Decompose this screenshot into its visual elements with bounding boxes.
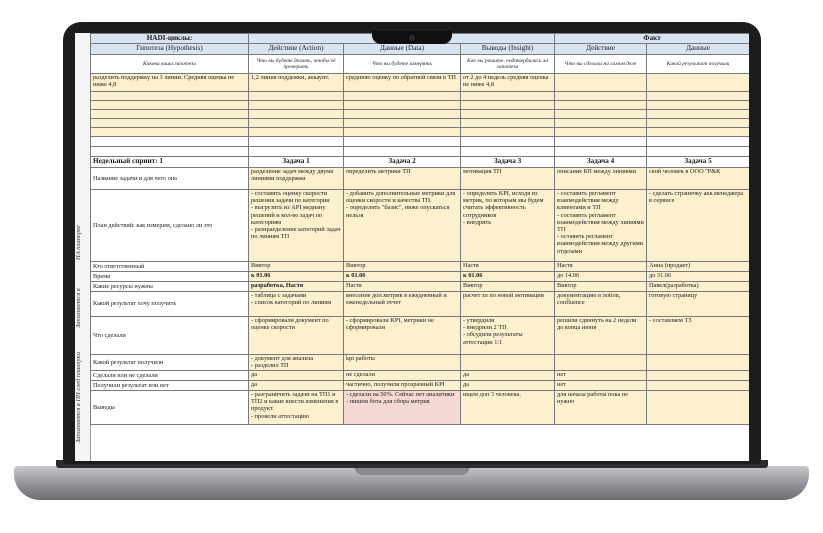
empty-cell[interactable] bbox=[91, 101, 249, 110]
task-cell[interactable]: свой человек в ООО "Р&К bbox=[647, 168, 750, 190]
empty-cell[interactable] bbox=[461, 110, 555, 119]
row-label: План действий: как измерим, сделано ли это bbox=[91, 190, 249, 262]
empty-cell[interactable] bbox=[249, 92, 344, 101]
empty-cell[interactable] bbox=[249, 137, 344, 147]
empty-cell[interactable] bbox=[344, 101, 461, 110]
task-cell[interactable]: описание БП между линиями bbox=[555, 168, 647, 190]
empty-cell[interactable] bbox=[647, 137, 750, 147]
fact-header: Факт bbox=[555, 34, 750, 44]
empty-cell[interactable] bbox=[91, 92, 249, 101]
task-cell[interactable]: - составляем ТЗ bbox=[647, 317, 750, 355]
empty-cell[interactable] bbox=[647, 119, 750, 128]
task-header-4: Задача 4 bbox=[555, 157, 647, 168]
empty-cell[interactable] bbox=[249, 147, 344, 157]
task-cell[interactable]: Настя bbox=[555, 262, 647, 272]
empty-row bbox=[91, 92, 750, 101]
row-label: Какие ресурсы нужны bbox=[91, 282, 249, 292]
task-cell[interactable]: Анна (продакт) bbox=[647, 262, 750, 272]
sprint-title: Недельный спринт: 1 bbox=[91, 157, 249, 168]
empty-row bbox=[91, 147, 750, 157]
empty-cell[interactable] bbox=[344, 147, 461, 157]
task-cell[interactable]: да bbox=[461, 381, 555, 391]
empty-cell[interactable] bbox=[344, 110, 461, 119]
task-cell[interactable]: - определить KPI, исходя из метрик, по которым мы будем считать эффективность сотрудников - внедрить bbox=[461, 190, 555, 262]
task-cell[interactable] bbox=[461, 355, 555, 371]
task-cell[interactable]: - сформировали KPI, метрики не сформировали bbox=[344, 317, 461, 355]
cell-hypothesis[interactable]: разделить поддержку на 3 линии. Средняя оценка не ниже 4,8 bbox=[91, 74, 249, 92]
task-cell[interactable] bbox=[555, 355, 647, 371]
task-cell[interactable]: - утвердили - внедрили 2 ТП - обсудили результаты аттестации 1:1 bbox=[461, 317, 555, 355]
hint-hypothesis: Какова ваша гипотеза bbox=[91, 55, 249, 74]
col-hypothesis: Гипотеза (Hypothesis) bbox=[91, 44, 249, 55]
column-header-row bbox=[91, 44, 750, 55]
side-label-fact: Заполняется в ПН след планерки bbox=[75, 352, 82, 444]
task-cell[interactable]: - сделать страничку акк.менеджера в сервисе bbox=[647, 190, 750, 262]
row-label: Кто ответственный bbox=[91, 262, 249, 272]
sprint-row bbox=[91, 262, 750, 272]
task-cell[interactable]: Виктор bbox=[555, 282, 647, 292]
hint-insight: Как вы решите, подтвердилась ли гипотеза bbox=[461, 55, 555, 74]
empty-cell[interactable] bbox=[555, 92, 647, 101]
sprint-header-row bbox=[91, 157, 750, 168]
empty-cell[interactable] bbox=[555, 101, 647, 110]
sprint-row bbox=[91, 272, 750, 282]
empty-cell[interactable] bbox=[555, 128, 647, 137]
task-cell[interactable]: kpi работы bbox=[344, 355, 461, 371]
task-cell[interactable]: нет bbox=[555, 371, 647, 381]
task-cell[interactable]: Виктор bbox=[344, 262, 461, 272]
row-label: Какой результат получили bbox=[91, 355, 249, 371]
empty-cell[interactable] bbox=[344, 119, 461, 128]
row-label: Название задачи и для чего она bbox=[91, 168, 249, 190]
empty-cell[interactable] bbox=[461, 147, 555, 157]
col-insight: Выводы (Insight) bbox=[461, 44, 555, 55]
laptop-screen bbox=[75, 33, 749, 461]
sprint-row bbox=[91, 190, 750, 262]
empty-cell[interactable] bbox=[555, 147, 647, 157]
cell-insight[interactable]: от 2 до 4 недель средняя оценка не ниже 4,8 bbox=[461, 74, 555, 92]
task-cell[interactable]: Настя bbox=[461, 262, 555, 272]
task-cell[interactable]: расчет зп по новой мотивации bbox=[461, 292, 555, 317]
sprint-row bbox=[91, 317, 750, 355]
hadi-table bbox=[90, 33, 749, 425]
empty-cell[interactable] bbox=[91, 147, 249, 157]
task-cell[interactable]: - составить оценку скорости решения задачи по категории - выгрузить из API медиану решений и кол-во задач по категориям - разнраеделение категорий задач по линиям ТП bbox=[249, 190, 344, 262]
task-cell[interactable]: разработка, Настя bbox=[249, 282, 344, 292]
empty-cell[interactable] bbox=[555, 110, 647, 119]
empty-cell[interactable] bbox=[461, 137, 555, 147]
task-cell[interactable]: - добавить дополнительные метрики для оценки скорости и качества ТП. - определить "базис", ниже опускаться нельзя bbox=[344, 190, 461, 262]
task-cell[interactable]: да bbox=[249, 381, 344, 391]
task-header-3: Задача 3 bbox=[461, 157, 555, 168]
row-label: Получили результат или нет bbox=[91, 381, 249, 391]
empty-row bbox=[91, 110, 750, 119]
task-cell[interactable]: ищем доп 3 человека. bbox=[461, 391, 555, 425]
task-cell[interactable] bbox=[647, 355, 750, 371]
empty-cell[interactable] bbox=[91, 128, 249, 137]
task-cell[interactable]: решили сдвинуть на 2 недели до конца июня bbox=[555, 317, 647, 355]
task-cell[interactable]: да bbox=[461, 371, 555, 381]
task-cell[interactable]: к 01.06 bbox=[249, 272, 344, 282]
side-label-fill: Заполняется в bbox=[75, 288, 82, 328]
empty-cell[interactable] bbox=[647, 110, 750, 119]
empty-row bbox=[91, 119, 750, 128]
task-cell[interactable] bbox=[647, 371, 750, 381]
empty-cell[interactable] bbox=[344, 137, 461, 147]
hadi-title: HADI-циклы: bbox=[91, 34, 249, 44]
task-cell[interactable]: нет bbox=[555, 381, 647, 391]
task-cell[interactable]: к 01.06 bbox=[344, 272, 461, 282]
task-cell[interactable]: частично, получили прозрачный KPI bbox=[344, 381, 461, 391]
empty-cell[interactable] bbox=[555, 137, 647, 147]
task-cell[interactable]: Виктор bbox=[461, 282, 555, 292]
empty-cell[interactable] bbox=[461, 128, 555, 137]
camera-icon bbox=[409, 35, 415, 41]
task-cell[interactable]: Павел(разработка) bbox=[647, 282, 750, 292]
task-cell[interactable]: для начала работы пока не нужно bbox=[555, 391, 647, 425]
sprint-row bbox=[91, 355, 750, 371]
row-label: Какой результат хочу получить bbox=[91, 292, 249, 317]
col-fact-action: Действие bbox=[555, 44, 647, 55]
empty-cell[interactable] bbox=[647, 101, 750, 110]
task-cell[interactable]: - документ для анализа - разделил ТП bbox=[249, 355, 344, 371]
row-label: Время bbox=[91, 272, 249, 282]
hint-data: Что вы будете измерять bbox=[344, 55, 461, 74]
hypothesis-row bbox=[91, 74, 750, 92]
hint-fact-action: Что вы сделали на самом деле bbox=[555, 55, 647, 74]
task-cell[interactable]: готовую страницу bbox=[647, 292, 750, 317]
task-cell[interactable]: не сделали bbox=[344, 371, 461, 381]
task-cell[interactable] bbox=[647, 391, 750, 425]
sprint-row bbox=[91, 168, 750, 190]
cell-action[interactable]: 1,2 линия поддежки, аккаунт. bbox=[249, 74, 344, 92]
task-cell[interactable] bbox=[647, 381, 750, 391]
task-header-2: Задача 2 bbox=[344, 157, 461, 168]
task-cell[interactable]: до 14.06 bbox=[555, 272, 647, 282]
empty-cell[interactable] bbox=[461, 101, 555, 110]
empty-cell[interactable] bbox=[249, 128, 344, 137]
task-cell[interactable]: определить метрики ТП bbox=[344, 168, 461, 190]
task-header-5: Задача 5 bbox=[647, 157, 750, 168]
empty-cell[interactable] bbox=[555, 119, 647, 128]
empty-row bbox=[91, 101, 750, 110]
empty-cell[interactable] bbox=[461, 119, 555, 128]
empty-cell[interactable] bbox=[647, 92, 750, 101]
hint-fact-data: Какой результат получили bbox=[647, 55, 750, 74]
hint-row bbox=[91, 55, 750, 74]
task-cell[interactable]: Виктор bbox=[249, 262, 344, 272]
sprint-row bbox=[91, 371, 750, 381]
task-cell[interactable]: мотивация ТП bbox=[461, 168, 555, 190]
empty-cell[interactable] bbox=[249, 101, 344, 110]
task-cell[interactable]: до 31.06 bbox=[647, 272, 750, 282]
row-label: Выводы bbox=[91, 391, 249, 425]
empty-cell[interactable] bbox=[249, 119, 344, 128]
task-cell[interactable]: к 01.06 bbox=[461, 272, 555, 282]
empty-cell[interactable] bbox=[461, 92, 555, 101]
task-cell[interactable]: - сделали на 50%. Сейчас нет аналитики - пишем бота для сбора метрик bbox=[344, 391, 461, 425]
cell-fact-data[interactable] bbox=[647, 74, 750, 92]
task-header-1: Задача 1 bbox=[249, 157, 344, 168]
hint-action: Что вы будете делать, чтобы её проверить bbox=[249, 55, 344, 74]
col-data: Данные (Data) bbox=[344, 44, 461, 55]
row-label: Что сделали bbox=[91, 317, 249, 355]
empty-cell[interactable] bbox=[249, 110, 344, 119]
empty-cell[interactable] bbox=[91, 110, 249, 119]
sprint-row bbox=[91, 282, 750, 292]
cell-data[interactable]: среднюю оценку по обратной связи в ТП bbox=[344, 74, 461, 92]
empty-cell[interactable] bbox=[344, 92, 461, 101]
empty-cell[interactable] bbox=[344, 128, 461, 137]
task-cell[interactable]: внесение доп.метрик в ежедневный и еженедельный отчет bbox=[344, 292, 461, 317]
sprint-row bbox=[91, 292, 750, 317]
col-fact-data: Данные bbox=[647, 44, 750, 55]
task-cell[interactable]: - таблица с задачами - список категорий по линиям bbox=[249, 292, 344, 317]
empty-cell[interactable] bbox=[91, 119, 249, 128]
hadi-spreadsheet bbox=[90, 33, 749, 425]
task-cell[interactable]: Настя bbox=[344, 282, 461, 292]
sprint-row bbox=[91, 391, 750, 425]
col-action: Действие (Action) bbox=[249, 44, 344, 55]
empty-cell[interactable] bbox=[647, 128, 750, 137]
side-label-plan: НА планерке bbox=[75, 225, 82, 261]
empty-cell[interactable] bbox=[647, 147, 750, 157]
task-cell[interactable]: - составить регламент взаимодействия между клиентами и ТП - составить регламент взаимодействия между линиями ТП - оставить регламент взаимодействия между другими отделами bbox=[555, 190, 647, 262]
sprint-row bbox=[91, 381, 750, 391]
task-cell[interactable]: - разграничить задачи на ТП1 и ТП2 и какие внести изменения в продукт. - провели аттестацию bbox=[249, 391, 344, 425]
task-cell[interactable]: документацию в notion, confluence bbox=[555, 292, 647, 317]
empty-cell[interactable] bbox=[91, 137, 249, 147]
cell-fact-action[interactable] bbox=[555, 74, 647, 92]
task-cell[interactable]: да bbox=[249, 371, 344, 381]
laptop-base bbox=[14, 466, 809, 500]
task-cell[interactable]: разделение задач между двумя линиями поддержки bbox=[249, 168, 344, 190]
row-label: Сделали или не сделали bbox=[91, 371, 249, 381]
empty-row bbox=[91, 137, 750, 147]
empty-row bbox=[91, 128, 750, 137]
task-cell[interactable]: - сформировали документ по оценке скорости bbox=[249, 317, 344, 355]
